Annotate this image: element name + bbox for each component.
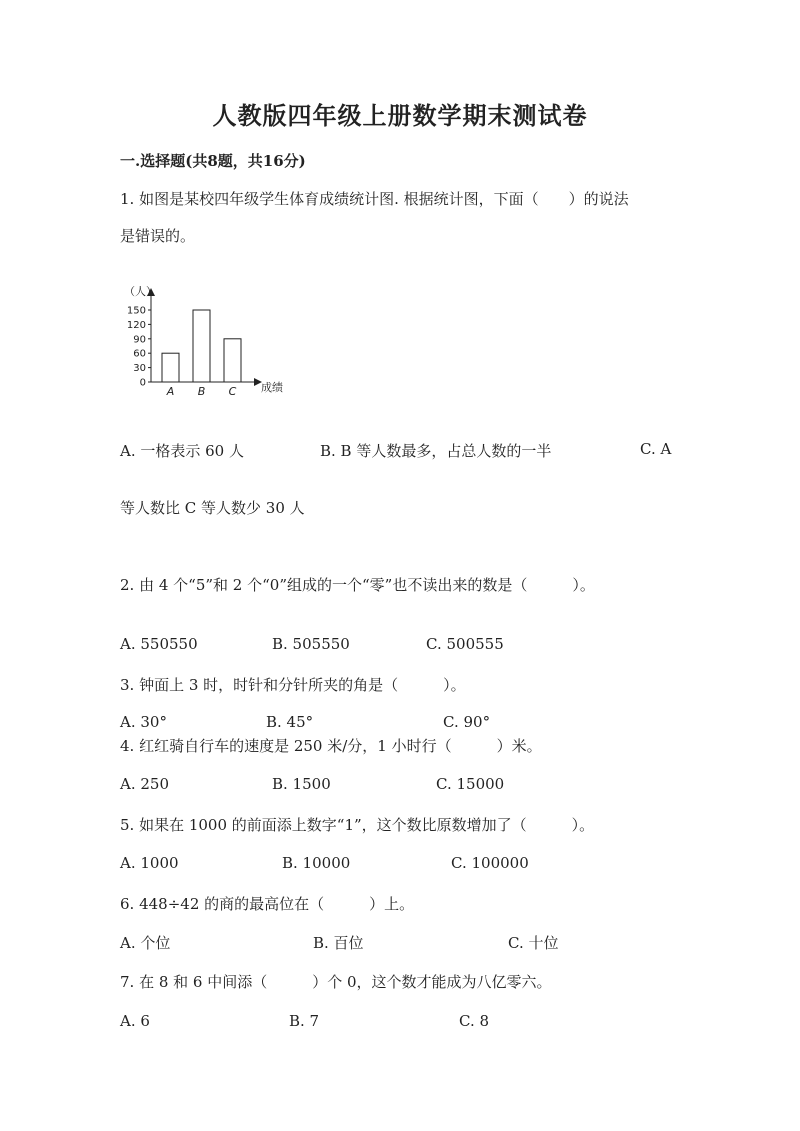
chart-x-tick-label: B bbox=[197, 385, 206, 398]
q3-option-b[interactable]: B. 45° bbox=[266, 713, 314, 731]
bar-chart bbox=[118, 278, 308, 403]
q2-option-b[interactable]: B. 505550 bbox=[272, 635, 350, 653]
question-2-text: 2. 由 4 个“5”和 2 个“0”组成的一个“零”也不读出来的数是（ ）。 bbox=[120, 576, 595, 594]
q5-option-a[interactable]: A. 1000 bbox=[120, 854, 179, 872]
chart-bar-c bbox=[224, 339, 241, 382]
question-1-line-1: 1. 如图是某校四年级学生体育成绩统计图. 根据统计图，下面（ ）的说法 bbox=[120, 190, 629, 208]
q7-option-a[interactable]: A. 6 bbox=[120, 1012, 150, 1030]
question-1-line-2: 是错误的。 bbox=[120, 227, 196, 245]
chart-y-tick-label: 90 bbox=[133, 334, 146, 346]
chart-y-tick-label: 30 bbox=[133, 363, 146, 375]
question-5-text: 5. 如果在 1000 的前面添上数字“1”，这个数比原数增加了（ ）。 bbox=[120, 816, 595, 834]
q1-option-b[interactable]: B. B 等人数最多，占总人数的一半 bbox=[320, 442, 552, 460]
question-4-text: 4. 红红骑自行车的速度是 250 米/分，1 小时行（ ）米。 bbox=[120, 737, 542, 755]
chart-x-tick-label: A bbox=[166, 385, 175, 398]
chart-y-tick-label: 60 bbox=[133, 348, 146, 360]
chart-y-tick-label: 120 bbox=[126, 319, 146, 331]
chart-bar-a bbox=[162, 353, 179, 382]
section-heading: 一.选择题(共8题，共16分) bbox=[120, 152, 306, 170]
q6-option-a[interactable]: A. 个位 bbox=[120, 934, 171, 952]
question-6-text: 6. 448÷42 的商的最高位在（ ）上。 bbox=[120, 895, 415, 913]
q4-option-b[interactable]: B. 1500 bbox=[272, 775, 331, 793]
q3-option-a[interactable]: A. 30° bbox=[120, 713, 167, 731]
q2-option-c[interactable]: C. 500555 bbox=[426, 635, 504, 653]
q2-option-a[interactable]: A. 550550 bbox=[120, 635, 198, 653]
q1-option-a[interactable]: A. 一格表示 60 人 bbox=[120, 442, 244, 460]
q1-option-c-continued: 等人数比 C 等人数少 30 人 bbox=[120, 499, 305, 517]
chart-y-axis-label: （人） bbox=[124, 285, 157, 298]
q6-option-c[interactable]: C. 十位 bbox=[508, 934, 559, 952]
chart-y-tick-label: 150 bbox=[126, 305, 146, 317]
page-title: 人教版四年级上册数学期末测试卷 bbox=[212, 101, 588, 130]
q6-option-b[interactable]: B. 百位 bbox=[313, 934, 364, 952]
q1-option-c[interactable]: C. A bbox=[640, 440, 672, 458]
question-3-text: 3. 钟面上 3 时，时针和分针所夹的角是（ ）。 bbox=[120, 676, 466, 694]
q4-option-a[interactable]: A. 250 bbox=[120, 775, 169, 793]
q5-option-c[interactable]: C. 100000 bbox=[451, 854, 529, 872]
chart-bar-b bbox=[193, 310, 210, 382]
chart-x-axis-label: 成绩 bbox=[261, 381, 283, 394]
chart-x-tick-label: C bbox=[228, 385, 237, 398]
q3-option-c[interactable]: C. 90° bbox=[443, 713, 491, 731]
q5-option-b[interactable]: B. 10000 bbox=[282, 854, 351, 872]
q7-option-b[interactable]: B. 7 bbox=[289, 1012, 320, 1030]
q7-option-c[interactable]: C. 8 bbox=[459, 1012, 490, 1030]
chart-y-tick-label: 0 bbox=[139, 377, 146, 389]
question-7-text: 7. 在 8 和 6 中间添（ ）个 0，这个数才能成为八亿零六。 bbox=[120, 973, 552, 991]
q4-option-c[interactable]: C. 15000 bbox=[436, 775, 505, 793]
